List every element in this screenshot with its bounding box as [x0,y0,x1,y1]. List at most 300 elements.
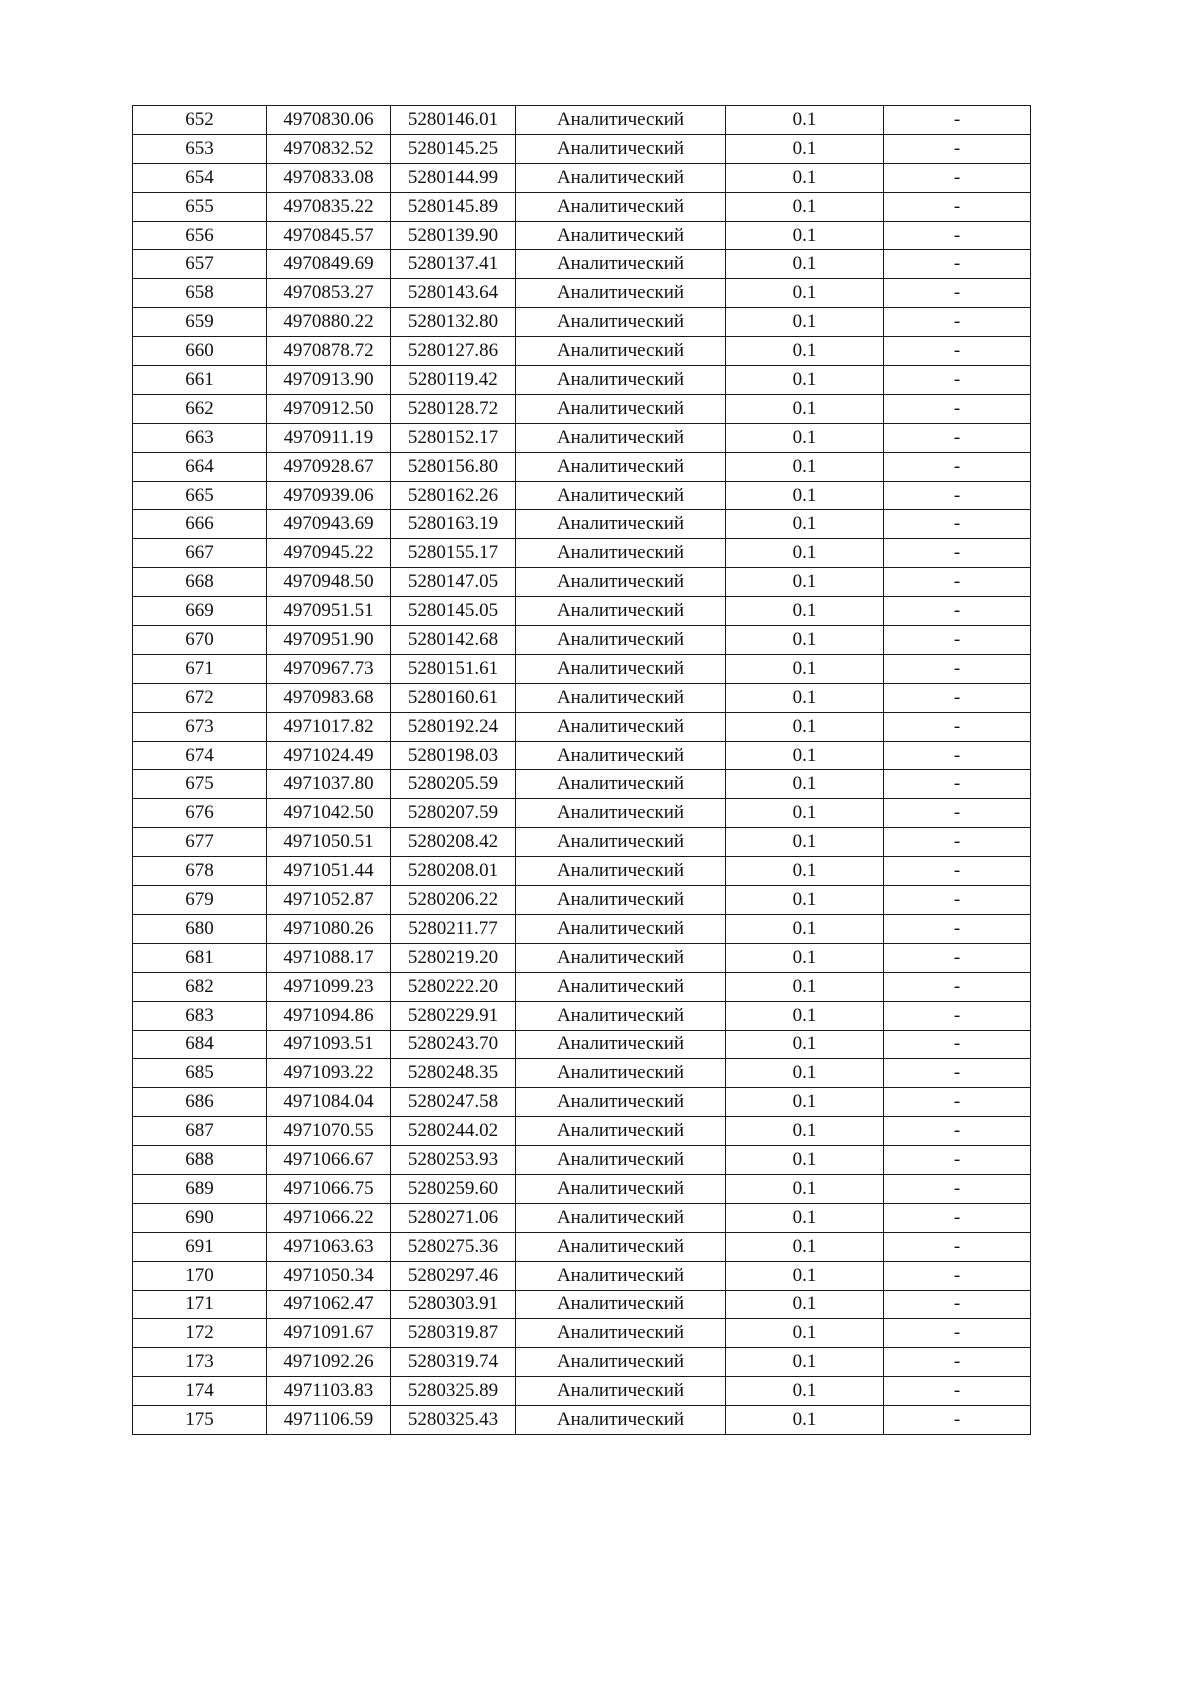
accuracy-cell: 0.1 [726,134,884,163]
point-number-cell: 653 [133,134,267,163]
y-coordinate-cell: 5280208.42 [391,828,516,857]
point-number-cell: 682 [133,972,267,1001]
point-number-cell: 680 [133,914,267,943]
method-cell: Аналитический [516,510,726,539]
accuracy-cell: 0.1 [726,1001,884,1030]
y-coordinate-cell: 5280247.58 [391,1088,516,1117]
method-cell: Аналитический [516,1001,726,1030]
description-cell: - [884,1117,1031,1146]
accuracy-cell: 0.1 [726,308,884,337]
x-coordinate-cell: 4971106.59 [267,1406,391,1435]
x-coordinate-cell: 4971066.75 [267,1174,391,1203]
method-cell: Аналитический [516,192,726,221]
method-cell: Аналитический [516,481,726,510]
description-cell: - [884,886,1031,915]
y-coordinate-cell: 5280152.17 [391,423,516,452]
method-cell: Аналитический [516,943,726,972]
description-cell: - [884,423,1031,452]
accuracy-cell: 0.1 [726,1406,884,1435]
accuracy-cell: 0.1 [726,1348,884,1377]
method-cell: Аналитический [516,221,726,250]
table-row [133,192,1031,221]
y-coordinate-cell: 5280275.36 [391,1232,516,1261]
y-coordinate-cell: 5280297.46 [391,1261,516,1290]
method-cell: Аналитический [516,452,726,481]
x-coordinate-cell: 4971084.04 [267,1088,391,1117]
x-coordinate-cell: 4970948.50 [267,568,391,597]
y-coordinate-cell: 5280243.70 [391,1030,516,1059]
description-cell: - [884,221,1031,250]
table-row [133,1319,1031,1348]
accuracy-cell: 0.1 [726,1174,884,1203]
x-coordinate-cell: 4971050.51 [267,828,391,857]
point-number-cell: 686 [133,1088,267,1117]
y-coordinate-cell: 5280163.19 [391,510,516,539]
y-coordinate-cell: 5280208.01 [391,857,516,886]
accuracy-cell: 0.1 [726,654,884,683]
x-coordinate-cell: 4970849.69 [267,250,391,279]
point-number-cell: 663 [133,423,267,452]
accuracy-cell: 0.1 [726,394,884,423]
point-number-cell: 659 [133,308,267,337]
accuracy-cell: 0.1 [726,106,884,135]
accuracy-cell: 0.1 [726,1261,884,1290]
y-coordinate-cell: 5280325.43 [391,1406,516,1435]
point-number-cell: 658 [133,279,267,308]
point-number-cell: 171 [133,1290,267,1319]
accuracy-cell: 0.1 [726,972,884,1001]
method-cell: Аналитический [516,799,726,828]
x-coordinate-cell: 4971088.17 [267,943,391,972]
x-coordinate-cell: 4971093.51 [267,1030,391,1059]
point-number-cell: 687 [133,1117,267,1146]
point-number-cell: 652 [133,106,267,135]
description-cell: - [884,597,1031,626]
accuracy-cell: 0.1 [726,1088,884,1117]
table-row [133,828,1031,857]
x-coordinate-cell: 4971017.82 [267,712,391,741]
table-row [133,1088,1031,1117]
description-cell: - [884,828,1031,857]
x-coordinate-cell: 4970845.57 [267,221,391,250]
description-cell: - [884,654,1031,683]
x-coordinate-cell: 4971094.86 [267,1001,391,1030]
point-number-cell: 683 [133,1001,267,1030]
table-row [133,799,1031,828]
x-coordinate-cell: 4970833.08 [267,163,391,192]
description-cell: - [884,1377,1031,1406]
method-cell: Аналитический [516,741,726,770]
accuracy-cell: 0.1 [726,1377,884,1406]
accuracy-cell: 0.1 [726,886,884,915]
y-coordinate-cell: 5280205.59 [391,770,516,799]
accuracy-cell: 0.1 [726,943,884,972]
method-cell: Аналитический [516,423,726,452]
point-number-cell: 679 [133,886,267,915]
point-number-cell: 661 [133,366,267,395]
table-row [133,597,1031,626]
x-coordinate-cell: 4971103.83 [267,1377,391,1406]
method-cell: Аналитический [516,857,726,886]
point-number-cell: 678 [133,857,267,886]
x-coordinate-cell: 4971042.50 [267,799,391,828]
description-cell: - [884,741,1031,770]
accuracy-cell: 0.1 [726,1146,884,1175]
method-cell: Аналитический [516,1117,726,1146]
method-cell: Аналитический [516,1261,726,1290]
x-coordinate-cell: 4971050.34 [267,1261,391,1290]
y-coordinate-cell: 5280146.01 [391,106,516,135]
table-row [133,972,1031,1001]
point-number-cell: 654 [133,163,267,192]
accuracy-cell: 0.1 [726,279,884,308]
table-row [133,1232,1031,1261]
point-number-cell: 689 [133,1174,267,1203]
accuracy-cell: 0.1 [726,1290,884,1319]
point-number-cell: 684 [133,1030,267,1059]
point-number-cell: 667 [133,539,267,568]
table-row [133,134,1031,163]
y-coordinate-cell: 5280143.64 [391,279,516,308]
y-coordinate-cell: 5280127.86 [391,337,516,366]
method-cell: Аналитический [516,539,726,568]
y-coordinate-cell: 5280119.42 [391,366,516,395]
description-cell: - [884,626,1031,655]
y-coordinate-cell: 5280207.59 [391,799,516,828]
x-coordinate-cell: 4970835.22 [267,192,391,221]
accuracy-cell: 0.1 [726,539,884,568]
x-coordinate-cell: 4971093.22 [267,1059,391,1088]
point-number-cell: 656 [133,221,267,250]
description-cell: - [884,770,1031,799]
accuracy-cell: 0.1 [726,568,884,597]
method-cell: Аналитический [516,1174,726,1203]
y-coordinate-cell: 5280219.20 [391,943,516,972]
point-number-cell: 666 [133,510,267,539]
table-row [133,1406,1031,1435]
point-number-cell: 668 [133,568,267,597]
accuracy-cell: 0.1 [726,250,884,279]
accuracy-cell: 0.1 [726,683,884,712]
method-cell: Аналитический [516,972,726,1001]
table-row [133,250,1031,279]
point-number-cell: 688 [133,1146,267,1175]
description-cell: - [884,366,1031,395]
table-row [133,1117,1031,1146]
description-cell: - [884,163,1031,192]
x-coordinate-cell: 4970951.90 [267,626,391,655]
y-coordinate-cell: 5280128.72 [391,394,516,423]
x-coordinate-cell: 4970967.73 [267,654,391,683]
x-coordinate-cell: 4970830.06 [267,106,391,135]
table-row [133,539,1031,568]
description-cell: - [884,857,1031,886]
y-coordinate-cell: 5280151.61 [391,654,516,683]
accuracy-cell: 0.1 [726,626,884,655]
description-cell: - [884,1030,1031,1059]
point-number-cell: 671 [133,654,267,683]
table-row [133,654,1031,683]
description-cell: - [884,250,1031,279]
table-row [133,423,1031,452]
description-cell: - [884,1406,1031,1435]
point-number-cell: 674 [133,741,267,770]
point-number-cell: 662 [133,394,267,423]
y-coordinate-cell: 5280259.60 [391,1174,516,1203]
method-cell: Аналитический [516,828,726,857]
method-cell: Аналитический [516,1088,726,1117]
table-row [133,394,1031,423]
table-row [133,279,1031,308]
accuracy-cell: 0.1 [726,828,884,857]
x-coordinate-cell: 4970912.50 [267,394,391,423]
x-coordinate-cell: 4971051.44 [267,857,391,886]
x-coordinate-cell: 4971063.63 [267,1232,391,1261]
y-coordinate-cell: 5280211.77 [391,914,516,943]
table-row [133,1059,1031,1088]
method-cell: Аналитический [516,886,726,915]
y-coordinate-cell: 5280271.06 [391,1203,516,1232]
method-cell: Аналитический [516,279,726,308]
x-coordinate-cell: 4971092.26 [267,1348,391,1377]
accuracy-cell: 0.1 [726,1059,884,1088]
y-coordinate-cell: 5280156.80 [391,452,516,481]
method-cell: Аналитический [516,654,726,683]
x-coordinate-cell: 4970943.69 [267,510,391,539]
y-coordinate-cell: 5280206.22 [391,886,516,915]
description-cell: - [884,1203,1031,1232]
accuracy-cell: 0.1 [726,337,884,366]
y-coordinate-cell: 5280145.25 [391,134,516,163]
accuracy-cell: 0.1 [726,770,884,799]
method-cell: Аналитический [516,134,726,163]
description-cell: - [884,799,1031,828]
accuracy-cell: 0.1 [726,741,884,770]
method-cell: Аналитический [516,568,726,597]
method-cell: Аналитический [516,1232,726,1261]
x-coordinate-cell: 4971080.26 [267,914,391,943]
method-cell: Аналитический [516,683,726,712]
description-cell: - [884,712,1031,741]
y-coordinate-cell: 5280160.61 [391,683,516,712]
point-number-cell: 660 [133,337,267,366]
point-number-cell: 665 [133,481,267,510]
x-coordinate-cell: 4971070.55 [267,1117,391,1146]
method-cell: Аналитический [516,1203,726,1232]
method-cell: Аналитический [516,1290,726,1319]
method-cell: Аналитический [516,106,726,135]
point-number-cell: 170 [133,1261,267,1290]
accuracy-cell: 0.1 [726,366,884,395]
accuracy-cell: 0.1 [726,1203,884,1232]
description-cell: - [884,510,1031,539]
description-cell: - [884,1319,1031,1348]
point-number-cell: 685 [133,1059,267,1088]
table-row [133,683,1031,712]
point-number-cell: 673 [133,712,267,741]
method-cell: Аналитический [516,1030,726,1059]
method-cell: Аналитический [516,1377,726,1406]
method-cell: Аналитический [516,163,726,192]
point-number-cell: 655 [133,192,267,221]
method-cell: Аналитический [516,250,726,279]
x-coordinate-cell: 4970913.90 [267,366,391,395]
point-number-cell: 669 [133,597,267,626]
accuracy-cell: 0.1 [726,712,884,741]
accuracy-cell: 0.1 [726,914,884,943]
point-number-cell: 675 [133,770,267,799]
x-coordinate-cell: 4971066.22 [267,1203,391,1232]
table-row [133,770,1031,799]
description-cell: - [884,452,1031,481]
y-coordinate-cell: 5280253.93 [391,1146,516,1175]
x-coordinate-cell: 4971062.47 [267,1290,391,1319]
method-cell: Аналитический [516,1146,726,1175]
table-row [133,741,1031,770]
y-coordinate-cell: 5280244.02 [391,1117,516,1146]
point-number-cell: 172 [133,1319,267,1348]
table-row [133,943,1031,972]
table-body [133,106,1031,1435]
y-coordinate-cell: 5280319.74 [391,1348,516,1377]
table-row [133,1030,1031,1059]
table-row [133,886,1031,915]
x-coordinate-cell: 4971099.23 [267,972,391,1001]
description-cell: - [884,308,1031,337]
table-row [133,1261,1031,1290]
y-coordinate-cell: 5280319.87 [391,1319,516,1348]
table-row [133,510,1031,539]
accuracy-cell: 0.1 [726,452,884,481]
x-coordinate-cell: 4970832.52 [267,134,391,163]
table-row [133,1348,1031,1377]
table-row [133,568,1031,597]
point-number-cell: 690 [133,1203,267,1232]
y-coordinate-cell: 5280162.26 [391,481,516,510]
x-coordinate-cell: 4970951.51 [267,597,391,626]
y-coordinate-cell: 5280229.91 [391,1001,516,1030]
y-coordinate-cell: 5280132.80 [391,308,516,337]
table-row [133,337,1031,366]
accuracy-cell: 0.1 [726,423,884,452]
accuracy-cell: 0.1 [726,163,884,192]
description-cell: - [884,972,1031,1001]
x-coordinate-cell: 4971066.67 [267,1146,391,1175]
x-coordinate-cell: 4971091.67 [267,1319,391,1348]
table-row [133,452,1031,481]
method-cell: Аналитический [516,308,726,337]
table-row [133,1174,1031,1203]
y-coordinate-cell: 5280137.41 [391,250,516,279]
method-cell: Аналитический [516,712,726,741]
table-row [133,221,1031,250]
table-row [133,163,1031,192]
y-coordinate-cell: 5280325.89 [391,1377,516,1406]
coordinates-table [132,105,1031,1435]
y-coordinate-cell: 5280142.68 [391,626,516,655]
x-coordinate-cell: 4970939.06 [267,481,391,510]
accuracy-cell: 0.1 [726,799,884,828]
accuracy-cell: 0.1 [726,1030,884,1059]
point-number-cell: 174 [133,1377,267,1406]
method-cell: Аналитический [516,1406,726,1435]
accuracy-cell: 0.1 [726,597,884,626]
table-row [133,626,1031,655]
method-cell: Аналитический [516,597,726,626]
table-row [133,1290,1031,1319]
y-coordinate-cell: 5280139.90 [391,221,516,250]
x-coordinate-cell: 4970853.27 [267,279,391,308]
description-cell: - [884,1001,1031,1030]
y-coordinate-cell: 5280248.35 [391,1059,516,1088]
accuracy-cell: 0.1 [726,857,884,886]
table-row [133,1203,1031,1232]
accuracy-cell: 0.1 [726,481,884,510]
description-cell: - [884,279,1031,308]
table-row [133,481,1031,510]
point-number-cell: 173 [133,1348,267,1377]
accuracy-cell: 0.1 [726,221,884,250]
accuracy-cell: 0.1 [726,192,884,221]
point-number-cell: 664 [133,452,267,481]
method-cell: Аналитический [516,1059,726,1088]
accuracy-cell: 0.1 [726,1232,884,1261]
point-number-cell: 691 [133,1232,267,1261]
method-cell: Аналитический [516,1319,726,1348]
method-cell: Аналитический [516,1348,726,1377]
description-cell: - [884,134,1031,163]
x-coordinate-cell: 4970945.22 [267,539,391,568]
y-coordinate-cell: 5280198.03 [391,741,516,770]
table-row [133,914,1031,943]
point-number-cell: 670 [133,626,267,655]
point-number-cell: 681 [133,943,267,972]
y-coordinate-cell: 5280155.17 [391,539,516,568]
description-cell: - [884,568,1031,597]
x-coordinate-cell: 4970878.72 [267,337,391,366]
table-row [133,1377,1031,1406]
x-coordinate-cell: 4971037.80 [267,770,391,799]
y-coordinate-cell: 5280144.99 [391,163,516,192]
description-cell: - [884,683,1031,712]
x-coordinate-cell: 4970983.68 [267,683,391,712]
description-cell: - [884,1088,1031,1117]
table-row [133,1001,1031,1030]
method-cell: Аналитический [516,626,726,655]
y-coordinate-cell: 5280303.91 [391,1290,516,1319]
y-coordinate-cell: 5280192.24 [391,712,516,741]
table-row [133,857,1031,886]
method-cell: Аналитический [516,337,726,366]
x-coordinate-cell: 4970880.22 [267,308,391,337]
y-coordinate-cell: 5280145.05 [391,597,516,626]
description-cell: - [884,1059,1031,1088]
accuracy-cell: 0.1 [726,1319,884,1348]
description-cell: - [884,1261,1031,1290]
x-coordinate-cell: 4971052.87 [267,886,391,915]
point-number-cell: 677 [133,828,267,857]
description-cell: - [884,1348,1031,1377]
description-cell: - [884,106,1031,135]
description-cell: - [884,1290,1031,1319]
y-coordinate-cell: 5280145.89 [391,192,516,221]
method-cell: Аналитический [516,394,726,423]
table-row [133,1146,1031,1175]
x-coordinate-cell: 4970911.19 [267,423,391,452]
description-cell: - [884,192,1031,221]
description-cell: - [884,943,1031,972]
point-number-cell: 175 [133,1406,267,1435]
